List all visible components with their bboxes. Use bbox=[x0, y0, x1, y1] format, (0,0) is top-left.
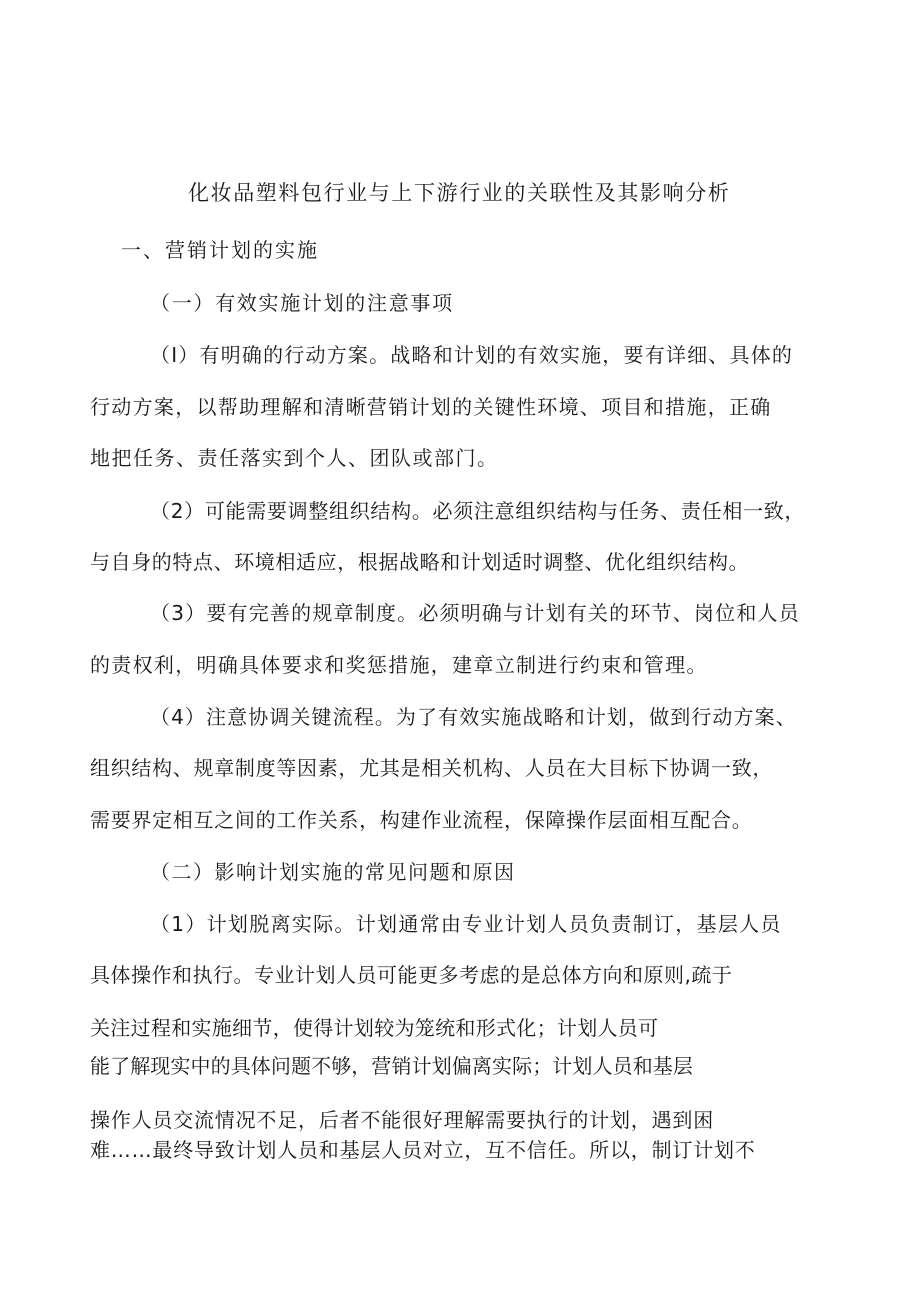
paragraph-line: （1）计划脱离实际。计划通常由专业计划人员负责制订，基层人员 bbox=[150, 912, 782, 936]
paragraph-line: 能了解现实中的具体问题不够，营销计划偏离实际；计划人员和基层 bbox=[90, 1054, 693, 1078]
subsection-heading: （一）有效实施计划的注意事项 bbox=[150, 291, 454, 315]
paragraph-line: 需要界定相互之间的工作关系，构建作业流程，保障操作层面相互配合。 bbox=[90, 808, 753, 832]
paragraph-line: （I）有明确的行动方案。战略和计划的有效实施，要有详细、具体的 bbox=[150, 343, 794, 367]
paragraph-line: 地把任务、责任落实到个人、团队或部门。 bbox=[90, 446, 499, 470]
paragraph-line: 关注过程和实施细节，使得计划较为笼统和形式化；计划人员可 bbox=[90, 1016, 659, 1040]
paragraph-line: 具体操作和执行。专业计划人员可能更多考虑的是总体方向和原则,疏于 bbox=[90, 963, 733, 987]
subsection-heading: （二）影响计划实施的常见问题和原因 bbox=[150, 860, 516, 884]
paragraph-line: 与自身的特点、环境相适应，根据战略和计划适时调整、优化组织结构。 bbox=[90, 550, 750, 574]
paragraph-line: （3）要有完善的规章制度。必须明确与计划有关的环节、岗位和人员 bbox=[150, 601, 800, 625]
section-heading: 一、营销计划的实施 bbox=[121, 238, 319, 262]
paragraph-line: 的责权利，明确具体要求和奖惩措施，建章立制进行约束和管理。 bbox=[90, 653, 708, 677]
paragraph-line: 操作人员交流情况不足，后者不能很好理解需要执行的计划，遇到困 bbox=[90, 1108, 714, 1132]
paragraph-line: （4）注意协调关键流程。为了有效实施战略和计划，做到行动方案、 bbox=[150, 705, 797, 729]
paragraph-line: 难……最终导致计划人员和基层人员对立，互不信任。所以，制订计划不 bbox=[90, 1138, 756, 1162]
paragraph-line: 组织结构、规章制度等因素，尤其是相关机构、人员在大目标下协调一致， bbox=[90, 756, 774, 780]
paragraph-line: （2）可能需要调整组织结构。必须注意组织结构与任务、责任相一致， bbox=[150, 499, 806, 523]
document-title: 化妆品塑料包行业与上下游行业的关联性及其影响分析 bbox=[188, 181, 731, 205]
paragraph-line: 行动方案，以帮助理解和清晰营销计划的关键性环境、项目和措施，正确 bbox=[90, 395, 772, 419]
